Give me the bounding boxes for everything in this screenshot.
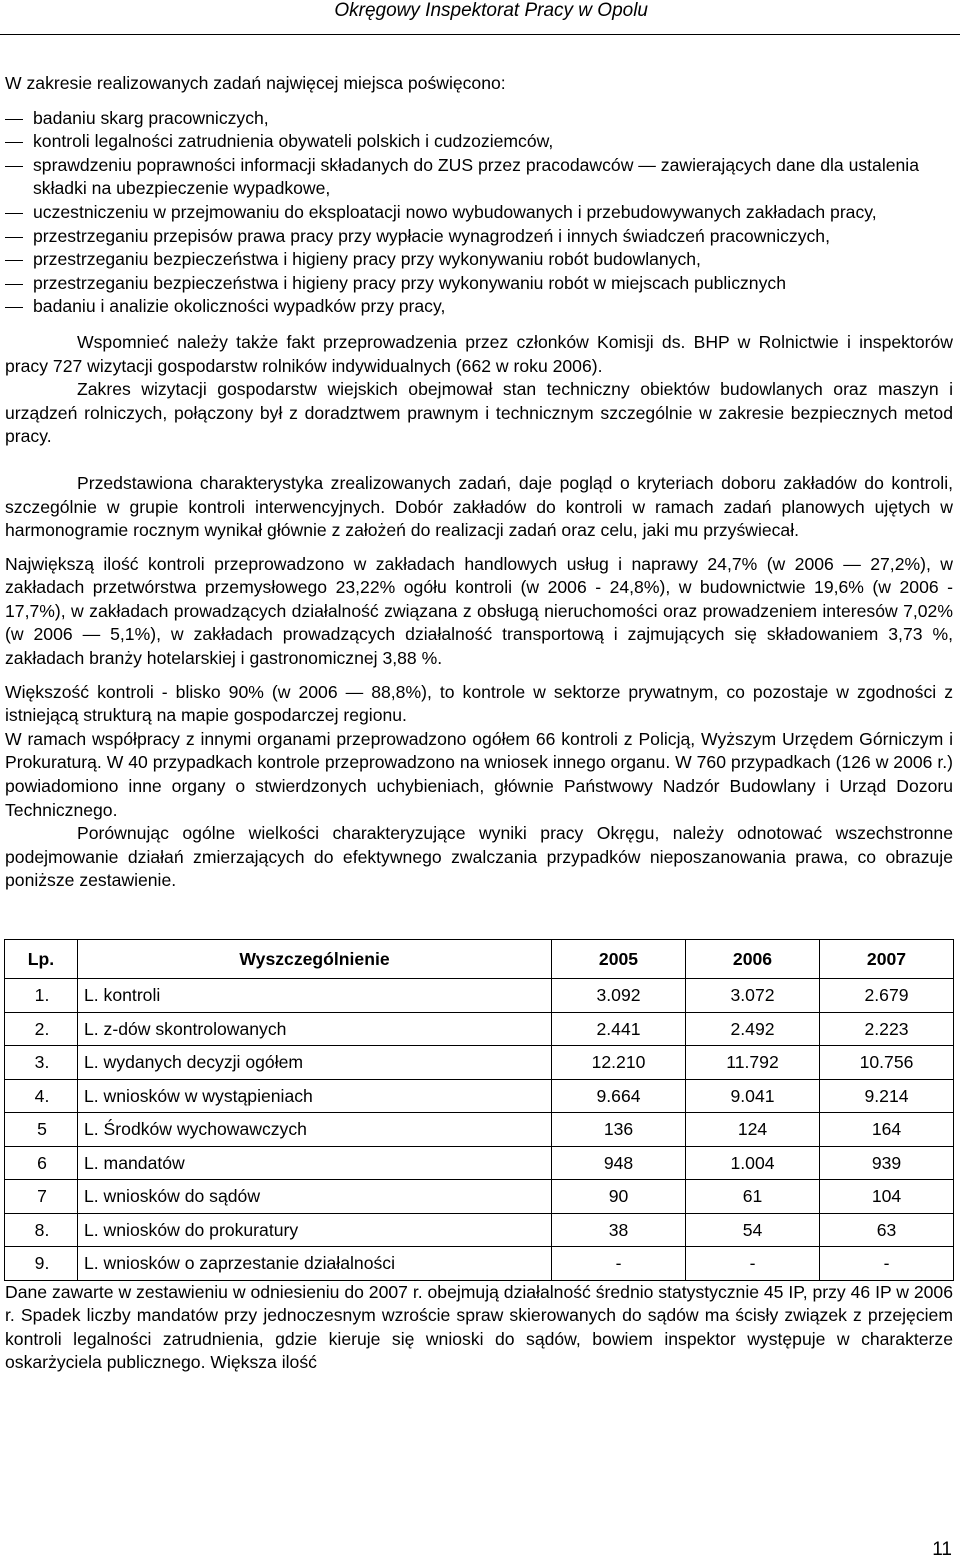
table-cell: 4. xyxy=(5,1079,78,1113)
table-cell: 1. xyxy=(5,979,78,1013)
table-cell: - xyxy=(820,1247,954,1281)
table-cell: 2.679 xyxy=(820,979,954,1013)
table-row xyxy=(5,1247,954,1281)
task-list xyxy=(5,107,953,319)
table-cell: 3. xyxy=(5,1046,78,1080)
column-header: Wyszczególnienie xyxy=(78,940,552,979)
list-item: sprawdzeniu poprawności informacji składanych do ZUS przez pracodawców — zawierających dane dla ustalenia składki na ubezpieczenie wypadkowe, xyxy=(5,154,953,201)
table-cell: 3.072 xyxy=(686,979,820,1013)
list-item: przestrzeganiu bezpieczeństwa i higieny pracy przy wykonywaniu robót w miejscach publicznych xyxy=(5,272,953,296)
table-cell: 939 xyxy=(820,1146,954,1180)
table-cell: 164 xyxy=(820,1113,954,1147)
table-body xyxy=(5,979,954,1281)
table-cell: 9.214 xyxy=(820,1079,954,1113)
paragraph: Wspomnieć należy także fakt przeprowadzenia przez członków Komisji ds. BHP w Rolnictwie i inspektorów pracy 727 wizytacji gospodarstw rolników indywidualnych (662 w roku 2006). xyxy=(5,331,953,376)
paragraph: Większość kontroli - blisko 90% (w 2006 — 88,8%), to kontrole w sektorze prywatnym, co pozostaje w zgodności z istniejącą strukturą na mapie gospodarczej regionu. xyxy=(5,681,953,726)
table-cell: L. wniosków o zaprzestanie działalności xyxy=(78,1247,552,1281)
paragraph: W ramach współpracy z innymi organami przeprowadzono ogółem 66 kontroli z Policją, Wyższym Urzędem Górniczym i Prokuraturą. W 40 przypadkach kontrole przeprowadzono na wniosek innego organu. W 760 przypadkach (126 w 2006 r.) powiadomiono inne organy o stwierdzonych uchybieniach, głównie Państwowy Nadzór Budowlany i Urząd Dozoru Technicznego. xyxy=(5,728,953,820)
table-cell: 2.492 xyxy=(686,1012,820,1046)
table-cell: 136 xyxy=(552,1113,686,1147)
table-cell: 6 xyxy=(5,1146,78,1180)
table-cell: 12.210 xyxy=(552,1046,686,1080)
list-item: badaniu i analizie okoliczności wypadków przy pracy, xyxy=(5,295,953,319)
table-cell: 54 xyxy=(686,1213,820,1247)
table-cell: 1.004 xyxy=(686,1146,820,1180)
intro-text: W zakresie realizowanych zadań najwięcej miejsca poświęcono: xyxy=(5,73,506,93)
page-header xyxy=(0,0,960,35)
table-cell: 9.041 xyxy=(686,1079,820,1113)
table-header-row xyxy=(5,940,954,979)
table-cell: 10.756 xyxy=(820,1046,954,1080)
list-item: przestrzeganiu przepisów prawa pracy przy wypłacie wynagrodzeń i innych świadczeń pracowniczych, xyxy=(5,225,953,249)
table-cell: 2.223 xyxy=(820,1012,954,1046)
table-cell: L. mandatów xyxy=(78,1146,552,1180)
table-row xyxy=(5,1213,954,1247)
column-header: 2005 xyxy=(552,940,686,979)
list-item: przestrzeganiu bezpieczeństwa i higieny pracy przy wykonywaniu robót budowlanych, xyxy=(5,248,953,272)
column-header: 2006 xyxy=(686,940,820,979)
table-row xyxy=(5,1012,954,1046)
page-number: 11 xyxy=(932,1539,952,1560)
statistics-table xyxy=(4,939,954,1281)
table-row xyxy=(5,1146,954,1180)
table-cell: L. wydanych decyzji ogółem xyxy=(78,1046,552,1080)
table-cell: 104 xyxy=(820,1180,954,1214)
table-cell: 90 xyxy=(552,1180,686,1214)
table-row xyxy=(5,1180,954,1214)
table-cell: 7 xyxy=(5,1180,78,1214)
table-cell: 9.664 xyxy=(552,1079,686,1113)
column-header: 2007 xyxy=(820,940,954,979)
list-item: kontroli legalności zatrudnienia obywateli polskich i cudzoziemców, xyxy=(5,130,953,154)
list-item: uczestniczeniu w przejmowaniu do eksploatacji nowo wybudowanych i przebudowywanych zakładach pracy, xyxy=(5,201,953,225)
paragraph: Porównując ogólne wielkości charakteryzujące wyniki pracy Okręgu, należy odnotować wszechstronne podejmowanie działań zmierzających do efektywnego zwalczania przypadków nieposzanowania prawa, co obrazuje poniższe zestawienie. xyxy=(5,823,953,891)
table-cell: 948 xyxy=(552,1146,686,1180)
table-cell: L. z-dów skontrolowanych xyxy=(78,1012,552,1046)
header-title: Okręgowy Inspektorat Pracy w Opolu xyxy=(334,0,648,21)
paragraph: Największą ilość kontroli przeprowadzono w zakładach handlowych usług i naprawy 24,7% (w 2006 — 27,2%), w zakładach przetwórstwa przemysłowego 23,22% ogółu kontroli (w 2006 - 24,8%), w budownictwie 19,6% (w 2006 - 17,7%), w zakładach prowadzących działalność związana z obsługą nieruchomości oraz prowadzeniem interesów 7,02% (w 2006 — 5,1%), w zakładach prowadzących działalność transportową i zajmujących się składowaniem 3,73 %, zakładach branży hotelarskiej i gastronomicznej 3,88 %. xyxy=(5,553,953,669)
table-cell: 61 xyxy=(686,1180,820,1214)
table-cell: 38 xyxy=(552,1213,686,1247)
table-cell: 11.792 xyxy=(686,1046,820,1080)
table-cell: 2. xyxy=(5,1012,78,1046)
table-cell: L. wniosków w wystąpieniach xyxy=(78,1079,552,1113)
table-row xyxy=(5,979,954,1013)
paragraph: Dane zawarte w zestawieniu w odniesieniu do 2007 r. obejmują działalność średnio statystycznie 45 IP, przy 46 IP w 2006 r. Spadek liczby mandatów przy jednoczesnym wzroście spraw skierowanych do sądów ma ścisły związek z przejęciem kontroli legalności zatrudnienia, gdzie kieruje się wnioski do sądów, bowiem inspektor występuje w charakterze oskarżyciela publicznego. Większa ilość xyxy=(5,1281,953,1373)
table-cell: L. Środków wychowawczych xyxy=(78,1113,552,1147)
table-cell: 3.092 xyxy=(552,979,686,1013)
table-cell: 124 xyxy=(686,1113,820,1147)
paragraph: Przedstawiona charakterystyka zrealizowanych zadań, daje pogląd o kryteriach doboru zakładów do kontroli, szczególnie w grupie kontroli interwencyjnych. Dobór zakładów do kontroli w ramach zadań planowych ujętych w harmonogramie rocznym wynikał głównie z założeń do realizacji zadań oraz celu, jaki mu przyświecał. xyxy=(5,472,953,541)
table-cell: L. wniosków do prokuratury xyxy=(78,1213,552,1247)
document-body xyxy=(5,72,953,1375)
column-header: Lp. xyxy=(5,940,78,979)
list-item: badaniu skarg pracowniczych, xyxy=(5,107,953,131)
table-cell: L. kontroli xyxy=(78,979,552,1013)
table-cell: - xyxy=(686,1247,820,1281)
table-cell: 9. xyxy=(5,1247,78,1281)
table-cell: 63 xyxy=(820,1213,954,1247)
table-cell: 2.441 xyxy=(552,1012,686,1046)
paragraph: Zakres wizytacji gospodarstw wiejskich obejmował stan techniczny obiektów budowlanych oraz maszyn i urządzeń rolniczych, połączony był z doradztwem prawnym i technicznym szczególnie w zakresie bezpiecznych metod pracy. xyxy=(5,379,953,447)
table-cell: 5 xyxy=(5,1113,78,1147)
table-row xyxy=(5,1046,954,1080)
table-cell: L. wniosków do sądów xyxy=(78,1180,552,1214)
table-row xyxy=(5,1113,954,1147)
table-cell: 8. xyxy=(5,1213,78,1247)
table-row xyxy=(5,1079,954,1113)
table-cell: - xyxy=(552,1247,686,1281)
